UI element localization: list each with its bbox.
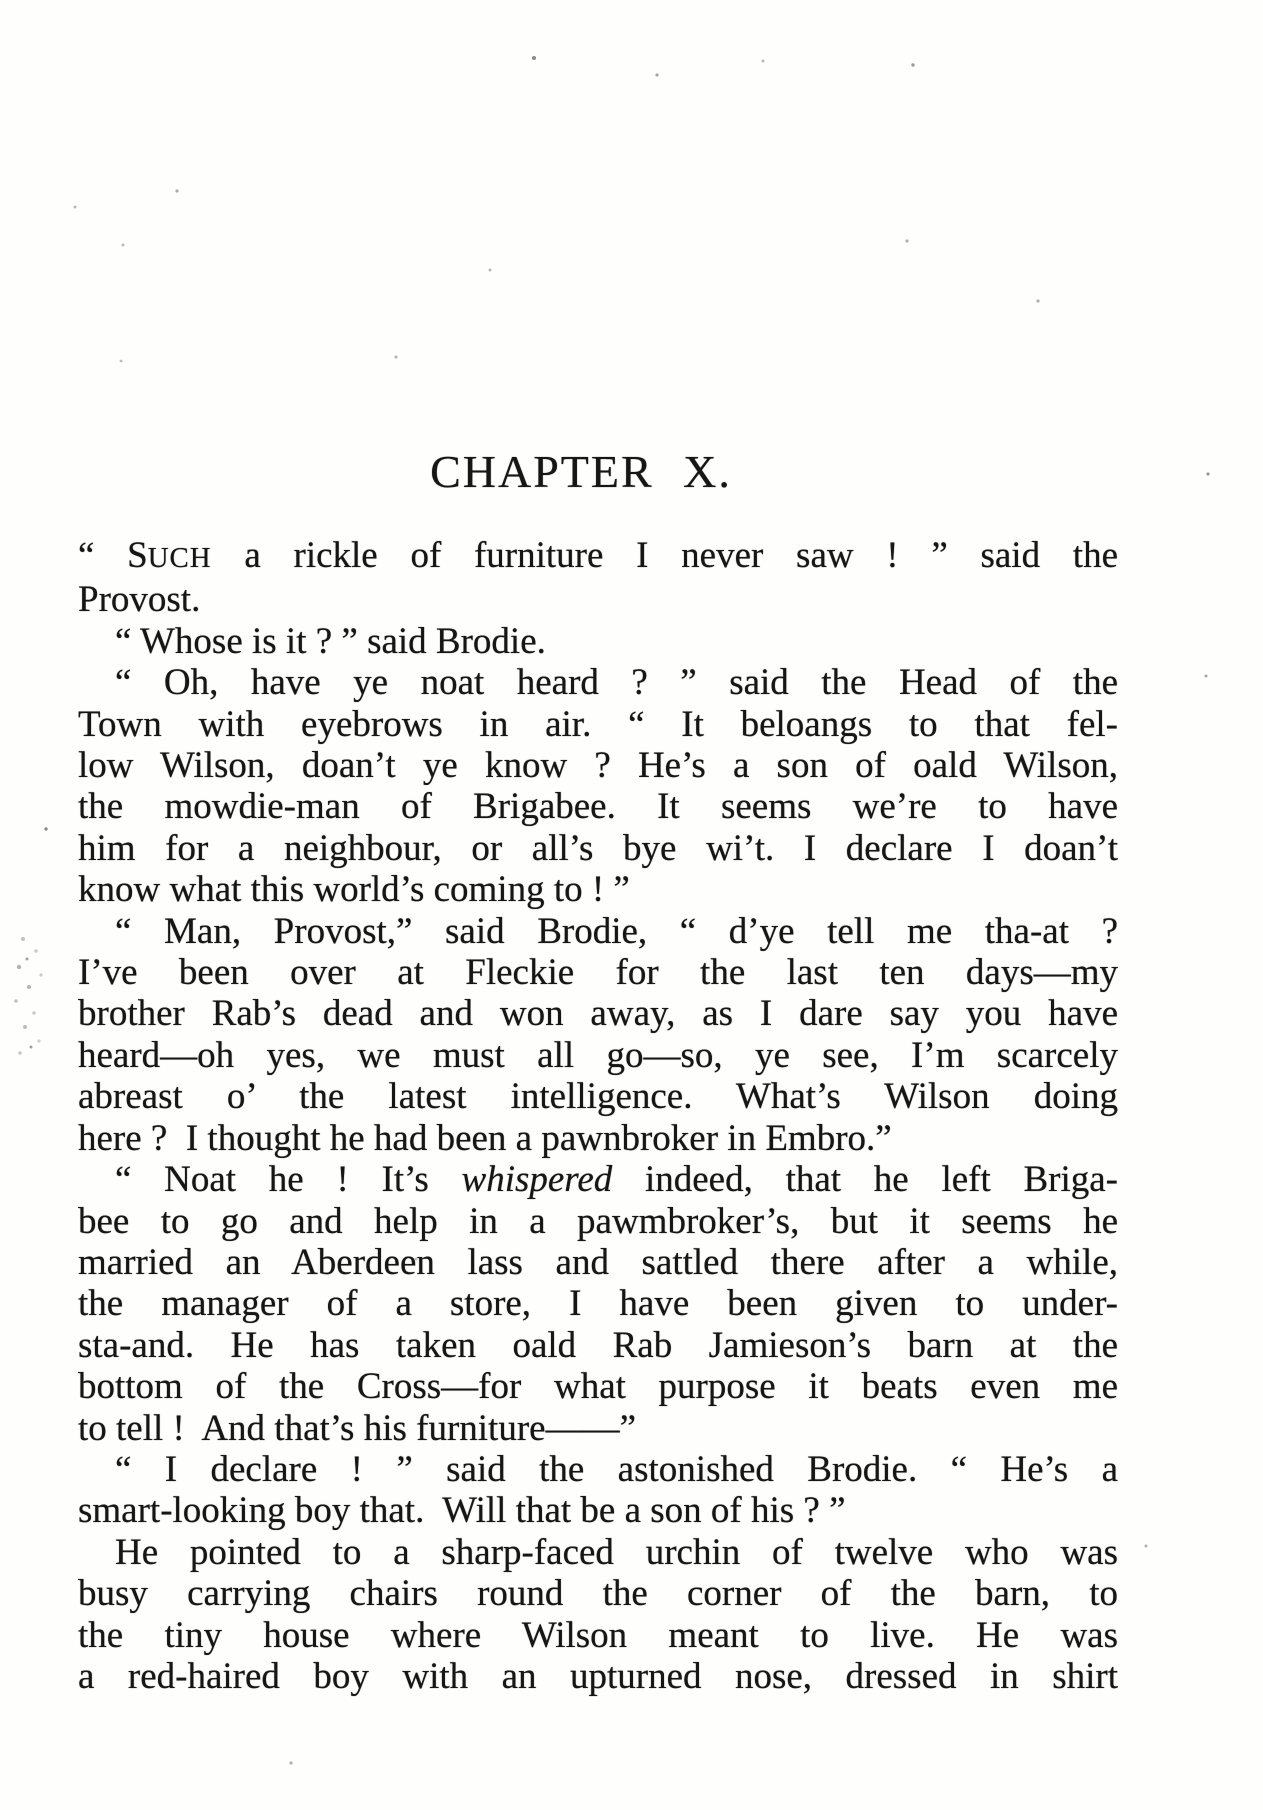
paragraph bbox=[78, 621, 1118, 662]
text-block bbox=[78, 535, 1118, 1697]
paragraph bbox=[78, 1449, 1118, 1532]
text-line: heard—oh yes, we must all go—so, ye see, I’m scarcely bbox=[78, 1034, 1118, 1076]
text-line: the tiny house where Wilson meant to live. He was bbox=[78, 1614, 1118, 1656]
paragraph bbox=[78, 535, 1118, 621]
paragraph bbox=[78, 1532, 1118, 1698]
text-line: abreast o’ the latest intelligence. What’s Wilson doing bbox=[78, 1076, 1118, 1118]
text-line: Town with eyebrows in air. “ It beloangs to that fel- bbox=[78, 703, 1118, 745]
text-line: “ I declare ! ” said the astonished Brodie. “ He’s a bbox=[115, 1448, 1118, 1490]
paragraph bbox=[78, 662, 1118, 910]
paragraph bbox=[78, 1159, 1118, 1449]
text-line: him for a neighbour, or all’s bye wi’t. I declare I doan’t bbox=[78, 827, 1118, 869]
text-line: a red-haired boy with an upturned nose, dressed in shirt bbox=[78, 1655, 1118, 1697]
text-line: He pointed to a sharp-faced urchin of twelve who was bbox=[115, 1531, 1118, 1573]
text-line: married an Aberdeen lass and sattled there after a while, bbox=[78, 1241, 1118, 1283]
small-caps-text: UCH bbox=[147, 542, 212, 574]
margin-ink-smudge bbox=[0, 0, 2, 2]
text-line: bottom of the Cross—for what purpose it beats even me bbox=[78, 1366, 1118, 1408]
text-line: to tell ! And that’s his furniture——” bbox=[78, 1407, 636, 1449]
text-line: here ? I thought he had been a pawnbroker in Embro.” bbox=[78, 1117, 892, 1159]
text-line: the mowdie-man of Brigabee. It seems we’re to have bbox=[78, 786, 1118, 828]
text-line: “ Noat he ! It’s whispered indeed, that he left Briga- bbox=[115, 1159, 1118, 1201]
text-line: sta-and. He has taken oald Rab Jamieson’s barn at the bbox=[78, 1324, 1118, 1366]
text-line: brother Rab’s dead and won away, as I dare say you have bbox=[78, 993, 1118, 1035]
text-line: the manager of a store, I have been given to under- bbox=[78, 1283, 1118, 1325]
text-line: “ Oh, have ye noat heard ? ” said the Head of the bbox=[115, 662, 1118, 704]
text-line: I’ve been over at Fleckie for the last ten days—my bbox=[78, 952, 1118, 994]
paragraph bbox=[78, 911, 1118, 1159]
text-line: know what this world’s coming to ! ” bbox=[78, 869, 630, 911]
text-line: “ SUCH a rickle of furniture I never saw ! ” said the bbox=[78, 535, 1118, 576]
chapter-heading: CHAPTER X. bbox=[430, 446, 732, 497]
text-line: “ Whose is it ? ” said Brodie. bbox=[115, 620, 546, 662]
italic-word: whispered bbox=[461, 1159, 613, 1201]
text-line: smart-looking boy that. Will that be a son of his ? ” bbox=[78, 1490, 846, 1532]
text-line: Provost. bbox=[78, 579, 201, 621]
text-line: “ Man, Provost,” said Brodie, “ d’ye tell me tha-at ? bbox=[115, 910, 1118, 952]
text-line: busy carrying chairs round the corner of the barn, to bbox=[78, 1573, 1118, 1615]
text-line: bee to go and help in a pawmbroker’s, but it seems he bbox=[78, 1200, 1118, 1242]
text-line: low Wilson, doan’t ye know ? He’s a son of oald Wilson, bbox=[78, 745, 1118, 787]
